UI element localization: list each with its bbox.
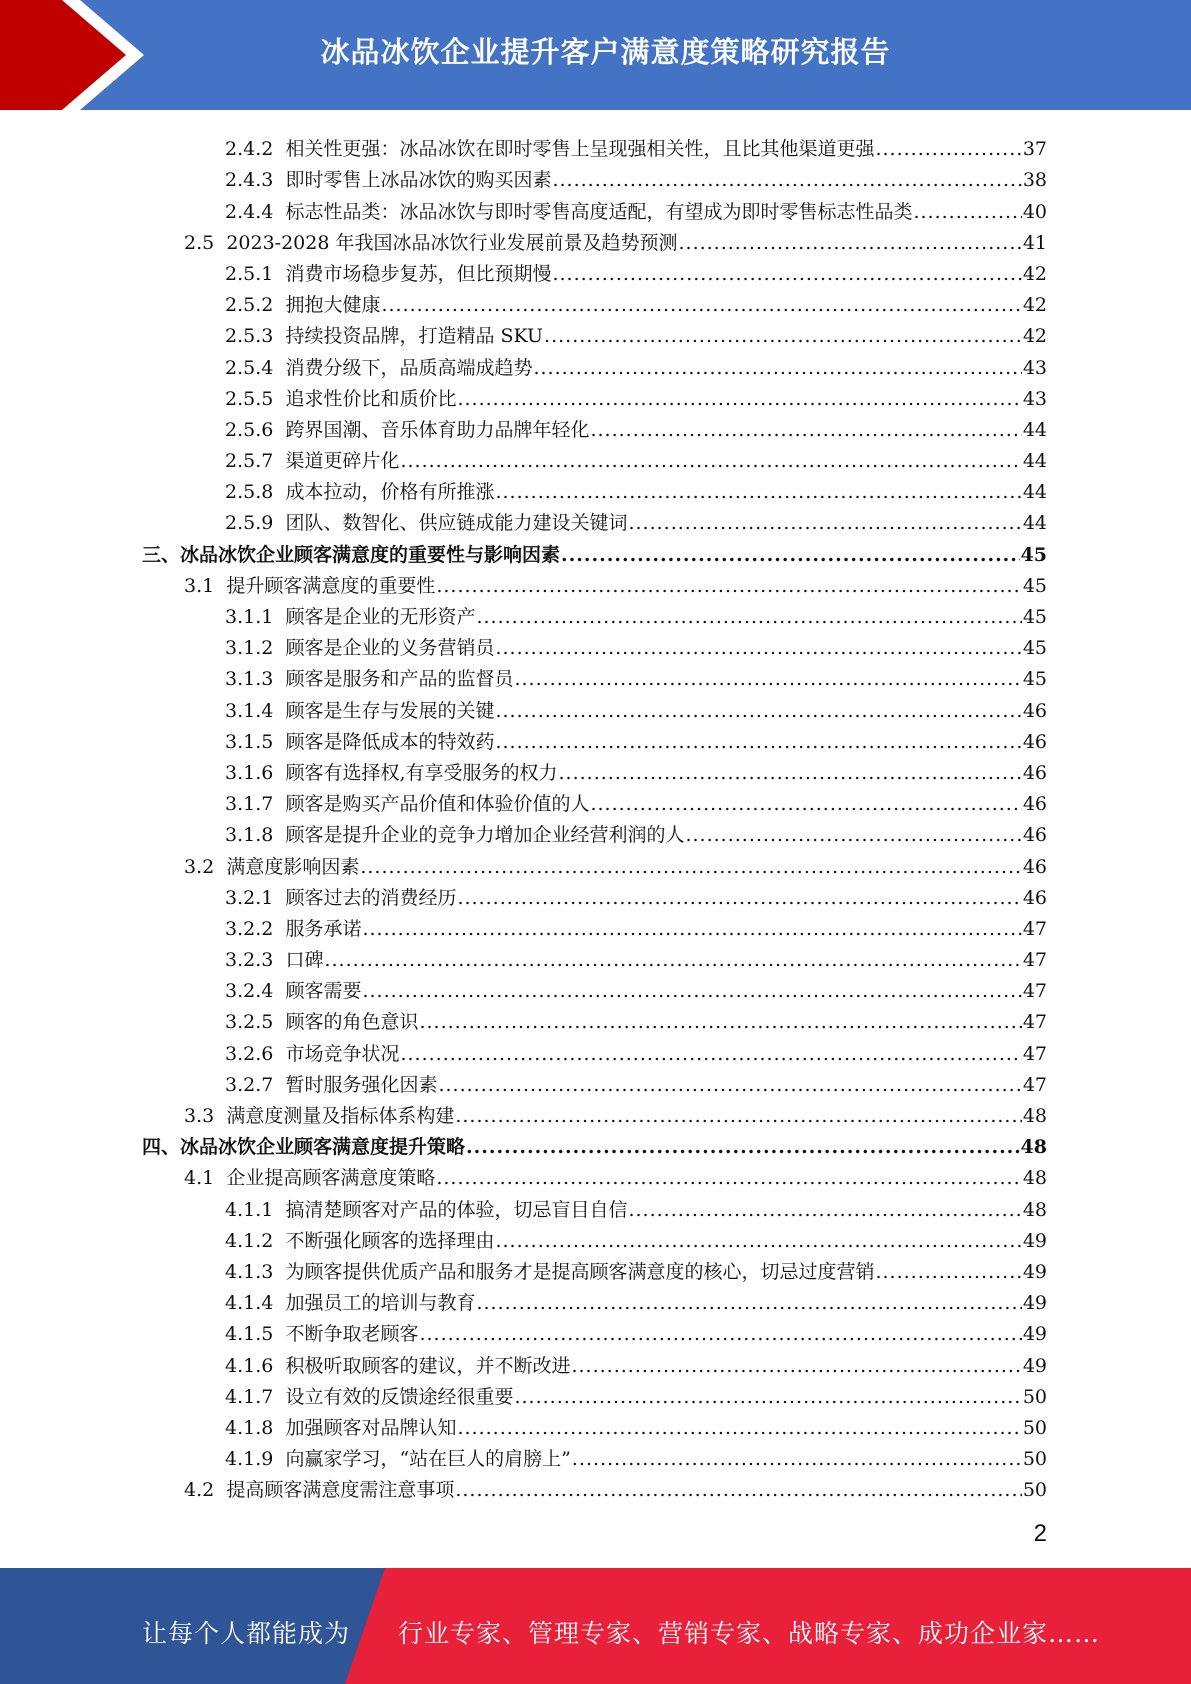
toc-entry-title: 即时零售上冰品冰饮的购买因素 — [285, 169, 552, 192]
toc-entry-title: 持续投资品牌，打造精品 SKU — [285, 325, 544, 348]
toc-entry-number: 3.2 — [184, 855, 215, 878]
toc-dot-leader — [628, 512, 1021, 534]
toc-entry-number: 2.5 — [184, 231, 215, 254]
toc-dot-leader — [571, 1355, 1021, 1377]
toc-entry[interactable] — [0, 379, 1191, 410]
toc-dot-leader — [466, 1136, 1020, 1158]
toc-entry[interactable] — [0, 784, 1191, 815]
toc-entry-page: 44 — [1022, 512, 1047, 535]
toc-entry-title: 满意度测量及指标体系构建 — [226, 1105, 455, 1127]
toc-dot-leader — [457, 887, 1021, 909]
toc-entry[interactable] — [0, 659, 1191, 690]
toc-entry-title: 满意度影响因素 — [226, 855, 360, 878]
toc-entry-number: 3.1.5 — [225, 730, 274, 753]
toc-entry-number: 3.1.3 — [225, 668, 274, 691]
toc-entry-title: 向赢家学习，“站在巨人的肩膀上” — [285, 1448, 571, 1471]
toc-entry-number: 2.4.2 — [225, 138, 274, 161]
toc-entry-number: 四、 — [142, 1136, 181, 1159]
toc-dot-leader — [913, 201, 1021, 223]
toc-entry-title: 加强员工的培训与教育 — [285, 1292, 476, 1315]
toc-entry-page: 43 — [1022, 356, 1047, 379]
toc-entry-page: 37 — [1022, 138, 1047, 161]
toc-entry-title: 暂时服务强化因素 — [285, 1073, 438, 1096]
toc-dot-leader — [495, 481, 1021, 503]
toc-entry-number: 3.2.7 — [225, 1073, 274, 1096]
toc-entry-title: 顾客是提升企业的竞争力增加企业经营利润的人 — [285, 824, 685, 847]
toc-entry-page: 42 — [1022, 294, 1047, 317]
toc-entry[interactable] — [0, 1377, 1191, 1408]
toc-entry-number: 4.1.4 — [225, 1292, 274, 1315]
toc-entry-number: 2.5.9 — [225, 512, 274, 535]
toc-entry[interactable] — [0, 1158, 1191, 1189]
toc-entry-number: 2.5.7 — [225, 450, 274, 473]
toc-entry-title: 提升顾客满意度的重要性 — [226, 574, 436, 597]
toc-entry-page: 50 — [1022, 1385, 1047, 1408]
toc-entry-page: 40 — [1022, 200, 1047, 223]
toc-entry-number: 4.1.3 — [225, 1260, 274, 1283]
toc-dot-leader — [495, 1230, 1021, 1252]
toc-entry-number: 4.1.1 — [225, 1198, 274, 1221]
toc-entry[interactable] — [0, 909, 1191, 940]
toc-dot-leader — [476, 1292, 1021, 1314]
toc-entry-number: 2.5.6 — [225, 418, 274, 441]
toc-entry-number: 2.5.1 — [225, 262, 274, 285]
toc-entry-title: 跨界国潮、音乐体育助力品牌年轻化 — [285, 418, 590, 441]
toc-entry[interactable] — [0, 1345, 1191, 1376]
toc-entry-page: 49 — [1022, 1292, 1047, 1315]
toc-entry[interactable] — [0, 160, 1191, 191]
toc-entry-title: 拥抱大健康 — [285, 294, 381, 317]
toc-entry[interactable] — [0, 1470, 1191, 1501]
toc-entry-number: 3.2.2 — [225, 917, 274, 940]
toc-entry-page: 47 — [1022, 980, 1047, 1003]
page-header — [0, 0, 1191, 110]
toc-entry-title: 冰品冰饮企业顾客满意度的重要性与影响因素 — [180, 543, 561, 566]
toc-entry-title: 冰品冰饮企业顾客满意度提升策略 — [180, 1136, 466, 1159]
toc-entry-number: 2.5.8 — [225, 481, 274, 504]
toc-dot-leader — [360, 856, 1021, 878]
toc-entry-number: 3.1.2 — [225, 637, 274, 660]
toc-dot-leader — [533, 357, 1021, 379]
toc-entry-page: 41 — [1022, 231, 1047, 254]
toc-entry-title: 搞清楚顾客对产品的体验，切忌盲目自信 — [285, 1198, 628, 1221]
toc-entry[interactable] — [0, 1002, 1191, 1033]
toc-entry-page: 42 — [1022, 262, 1047, 285]
toc-dot-leader — [381, 294, 1021, 316]
toc-entry-page: 46 — [1022, 855, 1047, 878]
toc-entry-title: 口碑 — [285, 949, 324, 972]
toc-entry-page: 47 — [1022, 949, 1047, 972]
toc-entry-page: 46 — [1022, 886, 1047, 909]
toc-entry[interactable] — [0, 191, 1191, 222]
toc-dot-leader — [514, 1386, 1021, 1408]
toc-entry-number: 3.1.8 — [225, 824, 274, 847]
toc-entry-page: 45 — [1022, 668, 1047, 691]
toc-entry[interactable] — [0, 722, 1191, 753]
toc-entry[interactable] — [0, 1127, 1191, 1158]
toc-dot-leader — [628, 1199, 1021, 1221]
toc-entry-page: 48 — [1022, 1105, 1047, 1127]
toc-entry-number: 2.4.3 — [225, 169, 274, 192]
toc-dot-leader — [572, 1448, 1022, 1470]
toc-entry-title: 顾客是生存与发展的关键 — [285, 699, 495, 722]
toc-entry-title: 顾客过去的消费经历 — [285, 886, 457, 909]
toc-entry[interactable] — [0, 846, 1191, 877]
toc-entry-title: 顾客是降低成本的特效药 — [285, 730, 495, 753]
toc-entry-title: 为顾客提供优质产品和服务才是提高顾客满意度的核心，切忌过度营销 — [285, 1260, 875, 1283]
toc-entry-number: 4.2 — [184, 1479, 215, 1502]
toc-entry[interactable] — [0, 971, 1191, 1002]
toc-entry-page: 46 — [1022, 761, 1047, 784]
toc-entry-page: 48 — [1022, 1198, 1047, 1221]
toc-entry-page: 44 — [1022, 450, 1047, 473]
toc-entry-number: 3.2.3 — [225, 949, 274, 972]
toc-entry[interactable] — [0, 940, 1191, 971]
toc-entry-page: 47 — [1022, 1011, 1047, 1034]
toc-dot-leader — [514, 668, 1021, 690]
toc-entry-page: 48 — [1022, 1167, 1047, 1190]
toc-entry[interactable] — [0, 1065, 1191, 1096]
toc-dot-leader — [552, 169, 1021, 191]
page-number: 2 — [1033, 1520, 1047, 1547]
toc-entry[interactable] — [0, 316, 1191, 347]
toc-entry-number: 2.5.2 — [225, 294, 274, 317]
toc-dot-leader — [685, 824, 1021, 846]
table-of-contents — [0, 129, 1191, 1501]
toc-dot-leader — [419, 1011, 1021, 1033]
toc-entry[interactable] — [0, 1314, 1191, 1345]
toc-dot-leader — [362, 918, 1021, 940]
toc-entry[interactable] — [0, 1033, 1191, 1064]
toc-entry[interactable] — [0, 1252, 1191, 1283]
toc-entry-number: 4.1.8 — [225, 1416, 274, 1439]
toc-dot-leader — [559, 762, 1022, 784]
toc-dot-leader — [590, 419, 1021, 441]
toc-entry-number: 2.4.4 — [225, 200, 274, 223]
toc-entry-number: 4.1 — [184, 1167, 215, 1190]
toc-dot-leader — [457, 388, 1021, 410]
toc-entry-page: 46 — [1022, 730, 1047, 753]
toc-entry-page: 49 — [1022, 1354, 1047, 1377]
toc-dot-leader — [438, 1074, 1021, 1096]
toc-entry-title: 积极听取顾客的建议，并不断改进 — [285, 1354, 571, 1377]
toc-entry-title: 成本拉动，价格有所推涨 — [285, 481, 495, 504]
toc-entry-number: 三、 — [142, 543, 181, 566]
toc-dot-leader — [436, 575, 1021, 597]
toc-entry[interactable] — [0, 628, 1191, 659]
toc-entry-page: 47 — [1022, 917, 1047, 940]
toc-entry-number: 2.5.4 — [225, 356, 274, 379]
toc-dot-leader — [875, 1261, 1021, 1283]
toc-entry-page: 42 — [1022, 325, 1047, 348]
toc-entry-page: 48 — [1020, 1136, 1047, 1159]
toc-entry[interactable] — [0, 254, 1191, 285]
toc-entry-page: 46 — [1022, 793, 1047, 816]
toc-entry-page: 44 — [1022, 481, 1047, 504]
toc-entry-number: 4.1.7 — [225, 1385, 274, 1408]
toc-entry-title: 顾客有选择权,有享受服务的权力 — [285, 761, 558, 784]
toc-entry[interactable] — [0, 347, 1191, 378]
toc-entry-page: 47 — [1022, 1042, 1047, 1065]
toc-dot-leader — [455, 1479, 1021, 1501]
toc-entry-title: 顾客是企业的无形资产 — [285, 606, 476, 628]
toc-entry-number: 4.1.2 — [225, 1229, 274, 1252]
toc-entry[interactable] — [0, 1283, 1191, 1314]
toc-entry-title: 提高顾客满意度需注意事项 — [226, 1479, 455, 1502]
toc-entry-page: 43 — [1022, 387, 1047, 410]
toc-entry[interactable] — [0, 410, 1191, 441]
toc-entry-title: 设立有效的反馈途经很重要 — [285, 1385, 514, 1408]
toc-entry-title: 顾客是企业的义务营销员 — [285, 637, 495, 660]
toc-dot-leader — [495, 731, 1021, 753]
toc-entry-page: 49 — [1022, 1229, 1047, 1252]
toc-entry-number: 3.1.7 — [225, 793, 274, 816]
toc-entry[interactable] — [0, 472, 1191, 503]
toc-entry-number: 3.2.5 — [225, 1011, 274, 1034]
toc-entry-number: 4.1.9 — [225, 1448, 274, 1471]
toc-dot-leader — [552, 263, 1021, 285]
toc-entry-page: 45 — [1022, 574, 1047, 597]
toc-entry-number: 3.2.6 — [225, 1042, 274, 1065]
toc-entry-page: 38 — [1022, 169, 1047, 192]
toc-entry-title: 相关性更强：冰品冰饮在即时零售上呈现强相关性，且比其他渠道更强 — [285, 138, 875, 161]
toc-entry[interactable] — [0, 1221, 1191, 1252]
toc-entry[interactable] — [0, 1189, 1191, 1220]
toc-dot-leader — [455, 1105, 1021, 1127]
toc-entry-title: 追求性价比和质价比 — [285, 387, 457, 410]
toc-entry-page: 50 — [1022, 1448, 1047, 1471]
toc-entry-title: 市场竞争状况 — [285, 1042, 400, 1065]
toc-entry-number: 4.1.6 — [225, 1354, 274, 1377]
toc-dot-leader — [324, 949, 1021, 971]
toc-entry[interactable] — [0, 878, 1191, 909]
toc-entry-title: 加强顾客对品牌认知 — [285, 1416, 457, 1439]
toc-entry-title: 消费市场稳步复苏，但比预期慢 — [285, 262, 552, 285]
toc-entry[interactable] — [0, 503, 1191, 534]
toc-dot-leader — [561, 544, 1020, 566]
toc-dot-leader — [875, 138, 1021, 160]
toc-entry-title: 顾客是购买产品价值和体验价值的人 — [285, 793, 590, 816]
toc-dot-leader — [362, 980, 1021, 1002]
toc-entry[interactable] — [0, 1439, 1191, 1470]
toc-entry-title: 不断强化顾客的选择理由 — [285, 1229, 495, 1252]
toc-entry-page: 45 — [1020, 543, 1047, 566]
toc-entry-title: 顾客是服务和产品的监督员 — [285, 668, 514, 691]
document-title: 冰品冰饮企业提升客户满意度策略研究报告 — [320, 35, 891, 69]
toc-entry[interactable] — [0, 690, 1191, 721]
toc-entry[interactable] — [0, 1096, 1191, 1127]
toc-dot-leader — [400, 1043, 1021, 1065]
toc-entry[interactable] — [0, 534, 1191, 565]
toc-entry[interactable] — [0, 815, 1191, 846]
toc-entry[interactable] — [0, 441, 1191, 472]
toc-entry-number: 2.5.3 — [225, 325, 274, 348]
toc-dot-leader — [495, 700, 1021, 722]
toc-entry[interactable] — [0, 285, 1191, 316]
page-footer — [0, 1568, 1191, 1684]
toc-dot-leader — [590, 793, 1021, 815]
toc-entry-title: 渠道更碎片化 — [285, 450, 400, 473]
toc-entry-page: 45 — [1022, 606, 1047, 628]
toc-entry-number: 2.5.5 — [225, 387, 274, 410]
toc-entry-page: 44 — [1022, 418, 1047, 441]
toc-dot-leader — [678, 232, 1021, 254]
toc-dot-leader — [495, 637, 1021, 659]
footer-slogan-right: 行业专家、管理专家、营销专家、战略专家、成功企业家…… — [398, 1619, 1101, 1648]
toc-entry[interactable] — [0, 753, 1191, 784]
toc-entry-number: 3.1.6 — [225, 761, 274, 784]
toc-entry-page: 49 — [1022, 1260, 1047, 1283]
toc-dot-leader — [457, 1417, 1021, 1439]
toc-entry-page: 46 — [1022, 699, 1047, 722]
toc-entry[interactable] — [0, 129, 1191, 160]
toc-entry-page: 47 — [1022, 1073, 1047, 1096]
toc-entry-number: 3.1.4 — [225, 699, 274, 722]
toc-entry-number: 3.2.1 — [225, 886, 274, 909]
toc-dot-leader — [476, 606, 1021, 628]
toc-entry-number: 3.1 — [184, 574, 215, 597]
toc-dot-leader — [436, 1167, 1021, 1189]
toc-entry[interactable] — [0, 597, 1191, 628]
toc-dot-leader — [419, 1323, 1021, 1345]
toc-entry-page: 45 — [1022, 637, 1047, 660]
toc-entry-page: 50 — [1022, 1479, 1047, 1502]
toc-entry-page: 50 — [1022, 1416, 1047, 1439]
toc-entry-page: 49 — [1022, 1323, 1047, 1346]
toc-entry-number: 4.1.5 — [225, 1323, 274, 1346]
toc-entry-title: 企业提高顾客满意度策略 — [226, 1167, 436, 1190]
toc-entry-title: 服务承诺 — [285, 917, 362, 940]
footer-slogan-left: 让每个人都能成为 — [142, 1619, 351, 1648]
toc-entry[interactable] — [0, 1408, 1191, 1439]
toc-entry-page: 46 — [1022, 824, 1047, 847]
toc-entry-title: 消费分级下，品质高端成趋势 — [285, 356, 533, 379]
toc-entry-title: 2023-2028 年我国冰品冰饮行业发展前景及趋势预测 — [226, 231, 678, 254]
toc-entry-title: 顾客需要 — [285, 980, 362, 1003]
toc-entry-number: 3.2.4 — [225, 980, 274, 1003]
toc-entry-number: 3.3 — [184, 1105, 215, 1127]
toc-entry-title: 团队、数智化、供应链成能力建设关键词 — [285, 512, 628, 535]
toc-entry[interactable] — [0, 566, 1191, 597]
toc-entry-title: 不断争取老顾客 — [285, 1323, 419, 1346]
toc-entry-number: 3.1.1 — [225, 606, 274, 628]
toc-dot-leader — [544, 325, 1022, 347]
toc-entry-title: 标志性品类：冰品冰饮与即时零售高度适配，有望成为即时零售标志性品类 — [285, 200, 913, 223]
toc-entry-title: 顾客的角色意识 — [285, 1011, 419, 1034]
toc-entry[interactable] — [0, 223, 1191, 254]
toc-dot-leader — [400, 450, 1021, 472]
